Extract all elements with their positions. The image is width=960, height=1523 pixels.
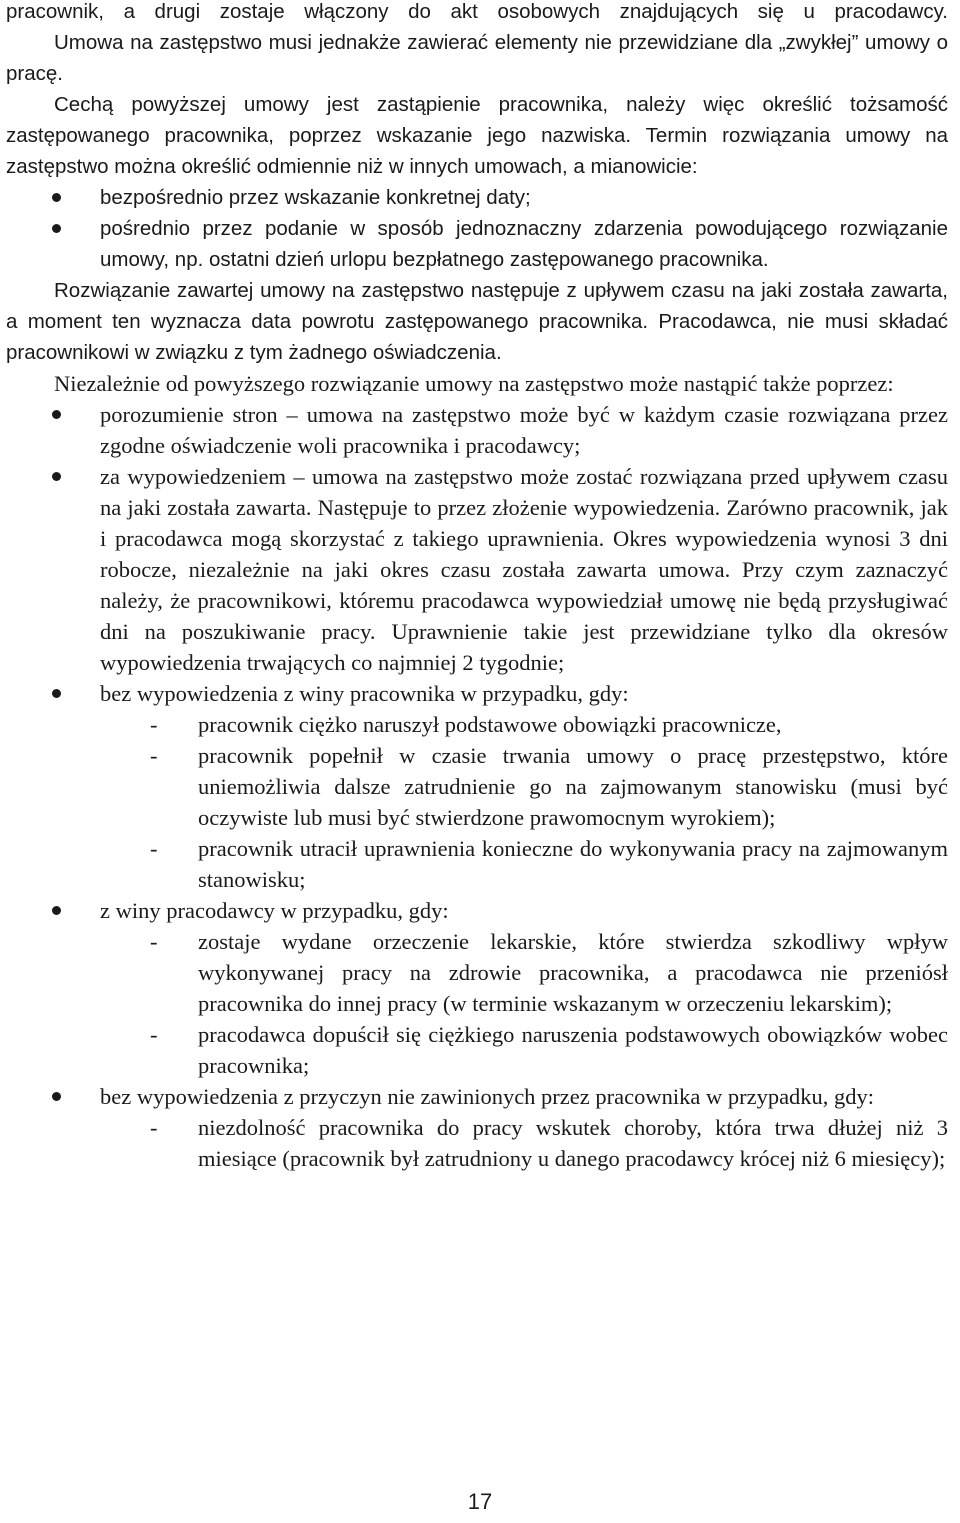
dash-item [6, 709, 948, 740]
bullet-text: bez wypowiedzenia z winy pracownika w przypadku, gdy: [100, 681, 629, 706]
page-number: 17 [467, 1489, 493, 1514]
bullet-text: bezpośrednio przez wskazanie konkretnej daty; [100, 186, 531, 209]
bullet-text: za wypowiedzeniem – umowa na zastępstwo może zostać rozwiązana przed upływem czasu na jaki została zawarta. Następuje to przez złożenie wypowiedzenia. Zarówno pracownik, jak i pracodawca mogą skorzystać z takiego uprawnienia. Okres wypowiedzenia wynosi 3 dni robocze, niezależnie na jaki okres czasu została zawarta umowa. Przy czym zaznaczyć należy, że pracownikowi, któremu pracodawca wypowiedział umowę nie będą przysługiwać dni na poszukiwanie pracy. Uprawnienie takie jest przewidziane tylko dla okresów wypowiedzenia trwających co najmniej 2 tygodnie; [100, 464, 948, 675]
dash-text: niezdolność pracownika do pracy wskutek choroby, która trwa dłużej niż 3 miesiące (pracownik był zatrudniony u danego pracodawcy krócej niż 6 miesięcy); [198, 1115, 948, 1171]
bullet-icon [52, 224, 61, 233]
dash-marker: - [150, 1022, 158, 1047]
bullet-text: porozumienie stron – umowa na zastępstwo może być w każdym czasie rozwiązana przez zgodne oświadczenie woli pracownika i pracodawcy; [100, 402, 948, 458]
dash-text: pracownik ciężko naruszył podstawowe obowiązki pracownicze, [198, 712, 782, 737]
dash-marker: - [150, 1115, 158, 1140]
dash-item [6, 1112, 948, 1174]
bullet-text: bez wypowiedzenia z przyczyn nie zawinionych przez pracownika w przypadku, gdy: [100, 1084, 875, 1109]
dash-item [6, 740, 948, 833]
bullet-icon [52, 906, 61, 915]
bullet-item [6, 678, 948, 709]
dash-text: pracownik utracił uprawnienia konieczne do wykonywania pracy na zajmowanym stanowisku; [198, 836, 948, 892]
dash-text: pracownik popełnił w czasie trwania umowy o pracę przestępstwo, które uniemożliwia dalsze zatrudnienie go na zajmowanym stanowisku (musi być oczywiste lub musi być stwierdzone prawomocnym wyrokiem); [198, 743, 948, 830]
dash-item [6, 833, 948, 895]
bullet-item [6, 895, 948, 926]
paragraph-continuation [6, 0, 948, 27]
dash-marker: - [150, 743, 158, 768]
bullet-text: pośrednio przez podanie w sposób jednoznaczny zdarzenia powodującego rozwiązanie umowy, np. ostatni dzień urlopu bezpłatnego zastępowanego pracownika. [100, 217, 948, 271]
bullet-icon [52, 689, 61, 698]
bullet-icon [52, 472, 61, 481]
dash-item [6, 1019, 948, 1081]
paragraph-niezaleznie: Niezależnie od powyższego rozwiązanie umowy na zastępstwo może nastąpić także poprzez: [54, 371, 894, 396]
paragraph-cecha: Cechą powyższej umowy jest zastąpienie pracownika, należy więc określić tożsamość zastępowanego pracownika, poprzez wskazanie jego nazwiska. Termin rozwiązania umowy na zastępstwo można określić odmiennie niż w innych umowach, a mianowicie: [6, 93, 948, 178]
paragraph-text: pracownik, a drugi zostaje włączony do akt osobowych znajdujących się u pracodawcy. [6, 0, 948, 23]
dash-marker: - [150, 929, 158, 954]
paragraph-rozwiazanie: Rozwiązanie zawartej umowy na zastępstwo następuje z upływem czasu na jaki została zawarta, a moment ten wyznacza data powrotu zastępowanego pracownika. Pracodawca, nie musi składać pracownikowi w związku z tym żadnego oświadczenia. [6, 279, 948, 364]
bullet-item [6, 213, 948, 275]
bullet-icon [52, 1092, 61, 1101]
bullet-item [6, 1081, 948, 1112]
bullet-item [6, 461, 948, 678]
bullet-item [6, 399, 948, 461]
bullet-icon [52, 410, 61, 419]
dash-text: zostaje wydane orzeczenie lekarskie, które stwierdza szkodliwy wpływ wykonywanej pracy na zdrowie pracownika, a pracodawca nie przeniósł pracownika do innej pracy (w terminie wskazanym w orzeczeniu lekarskim); [198, 929, 948, 1016]
document-page [6, 0, 948, 1174]
bullet-item [6, 182, 948, 213]
dash-text: pracodawca dopuścił się ciężkiego naruszenia podstawowych obowiązków wobec pracownika; [198, 1022, 948, 1078]
dash-marker: - [150, 836, 158, 861]
bullet-icon [52, 193, 61, 202]
dash-item [6, 926, 948, 1019]
bullet-text: z winy pracodawcy w przypadku, gdy: [100, 898, 449, 923]
paragraph-umowa: Umowa na zastępstwo musi jednakże zawierać elementy nie przewidziane dla „zwykłej” umowy o pracę. [6, 31, 948, 85]
dash-marker: - [150, 712, 158, 737]
